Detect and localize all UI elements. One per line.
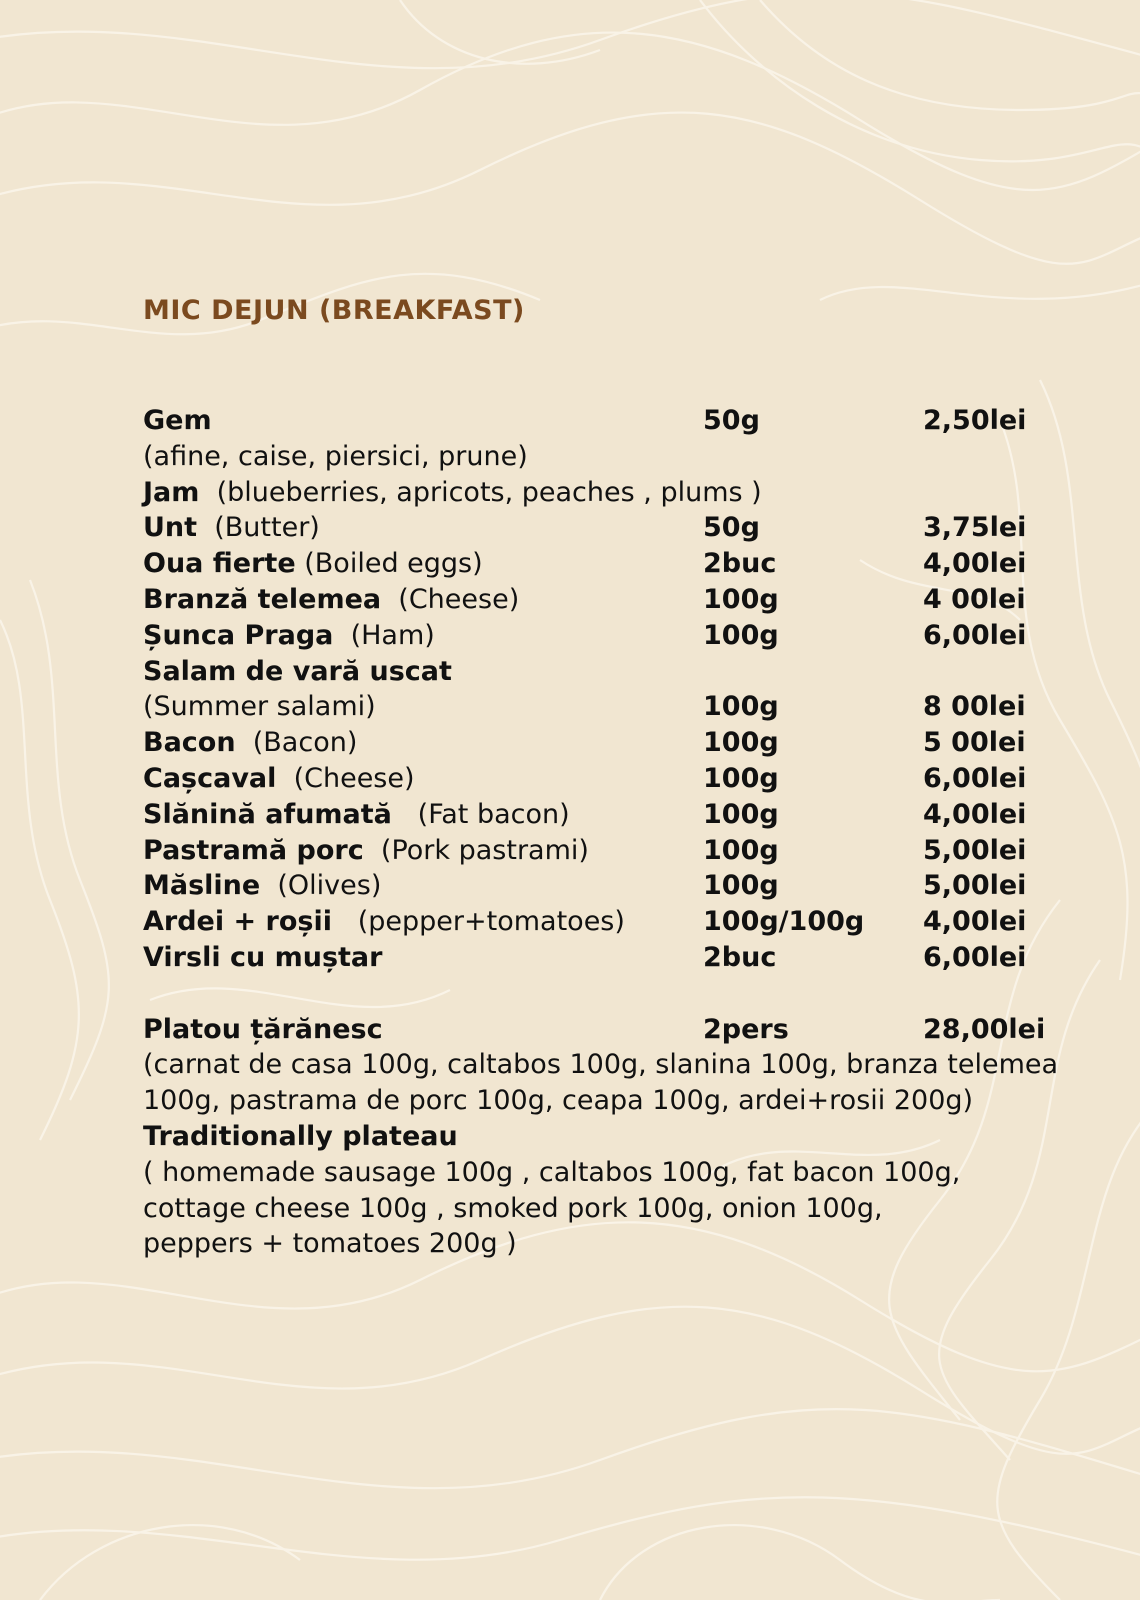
item-qty: 100g/100g bbox=[703, 906, 865, 938]
menu-item bbox=[143, 689, 1103, 725]
item-name: Ardei + roșii bbox=[143, 906, 332, 938]
platter-description-en: cottage cheese 100g , smoked pork 100g, onion 100g, bbox=[143, 1192, 883, 1224]
menu-item bbox=[143, 654, 1103, 690]
item-name-en: (pepper+tomatoes) bbox=[357, 906, 625, 938]
item-name-en: (Cheese) bbox=[293, 762, 415, 794]
item-name: Gem bbox=[143, 405, 212, 436]
item-name: Branză telemea bbox=[143, 583, 382, 615]
item-name-en: (Summer salami) bbox=[143, 691, 376, 723]
item-name-en: (Olives) bbox=[277, 870, 382, 902]
item-qty: 100g bbox=[703, 727, 779, 759]
item-name: Bacon bbox=[143, 727, 236, 759]
item-price: 4,00lei bbox=[923, 906, 1027, 938]
item-price: 4 00lei bbox=[923, 583, 1026, 615]
item-price: 4,00lei bbox=[923, 548, 1027, 580]
item-price: 6,00lei bbox=[923, 762, 1027, 794]
item-qty: 100g bbox=[703, 870, 779, 902]
item-price: 5,00lei bbox=[923, 870, 1027, 902]
item-name: Oua fierte bbox=[143, 548, 296, 580]
menu-item bbox=[143, 761, 1103, 797]
platter-description-en: peppers + tomatoes 200g ) bbox=[143, 1228, 517, 1260]
item-name: Unt bbox=[143, 512, 198, 544]
menu-item bbox=[143, 868, 1103, 904]
item-name: Jam bbox=[143, 476, 200, 508]
item-name: Pastramă porc bbox=[143, 834, 364, 866]
item-name: Cașcaval bbox=[143, 762, 277, 794]
item-name: Șunca Praga bbox=[143, 619, 334, 651]
platter-qty: 2pers bbox=[703, 1013, 789, 1045]
item-price: 6,00lei bbox=[923, 941, 1027, 973]
menu-item bbox=[143, 582, 1103, 618]
menu-item bbox=[143, 475, 1103, 511]
item-qty: 100g bbox=[703, 798, 779, 830]
item-name: Virsli cu muștar bbox=[143, 941, 383, 973]
item-qty: 100g bbox=[703, 691, 779, 723]
item-qty: 2buc bbox=[703, 941, 777, 973]
item-qty: 2buc bbox=[703, 548, 777, 580]
item-name-en: (Bacon) bbox=[252, 727, 358, 759]
item-price: 2,50lei bbox=[923, 405, 1027, 436]
item-name: Măsline bbox=[143, 870, 261, 902]
menu-item bbox=[143, 940, 1103, 976]
menu-item bbox=[143, 618, 1103, 654]
platter-description-ro: (carnat de casa 100g, caltabos 100g, slanina 100g, branza telemea bbox=[143, 1049, 1059, 1081]
menu-item bbox=[143, 546, 1103, 582]
item-qty: 50g bbox=[703, 512, 760, 544]
menu-item bbox=[143, 403, 1103, 439]
menu-item bbox=[143, 904, 1103, 940]
platter-description-ro: 100g, pastrama de porc 100g, ceapa 100g, ardei+rosii 200g) bbox=[143, 1085, 974, 1117]
menu-item bbox=[143, 797, 1103, 833]
menu-title: MIC DEJUN (BREAKFAST) bbox=[143, 295, 525, 326]
platter-description-en: ( homemade sausage 100g , caltabos 100g, fat bacon 100g, bbox=[143, 1156, 961, 1188]
item-description: (afine, caise, piersici, prune) bbox=[143, 440, 528, 472]
platter-item bbox=[143, 1012, 1103, 1048]
item-qty: 100g bbox=[703, 583, 779, 615]
item-price: 4,00lei bbox=[923, 798, 1027, 830]
item-price: 5,00lei bbox=[923, 834, 1027, 866]
item-qty: 100g bbox=[703, 762, 779, 794]
menu-item bbox=[143, 725, 1103, 761]
spacer bbox=[143, 976, 1103, 1012]
item-name-en: (Cheese) bbox=[398, 583, 520, 615]
item-name-en: (Ham) bbox=[350, 619, 435, 651]
platter-price: 28,00lei bbox=[923, 1013, 1046, 1045]
platter-name-en: Traditionally plateau bbox=[143, 1120, 458, 1152]
menu-item bbox=[143, 833, 1103, 869]
item-price: 5 00lei bbox=[923, 727, 1026, 759]
item-price: 3,75lei bbox=[923, 512, 1027, 544]
menu-item bbox=[143, 510, 1103, 546]
item-price: 6,00lei bbox=[923, 619, 1027, 651]
item-qty: 100g bbox=[703, 834, 779, 866]
item-qty: 50g bbox=[703, 405, 760, 436]
item-name: Salam de vară uscat bbox=[143, 655, 452, 687]
item-price: 8 00lei bbox=[923, 691, 1026, 723]
menu-list bbox=[143, 403, 1103, 1262]
item-name-en: (Fat bacon) bbox=[417, 798, 570, 830]
item-name-en: (blueberries, apricots, peaches , plums ) bbox=[216, 476, 762, 508]
item-name-en: (Pork pastrami) bbox=[380, 834, 589, 866]
item-name-en: (Butter) bbox=[214, 512, 320, 544]
item-qty: 100g bbox=[703, 619, 779, 651]
item-name: Slănină afumată bbox=[143, 798, 392, 830]
item-name-en: (Boiled eggs) bbox=[304, 548, 483, 580]
platter-name: Platou țărănesc bbox=[143, 1013, 383, 1045]
